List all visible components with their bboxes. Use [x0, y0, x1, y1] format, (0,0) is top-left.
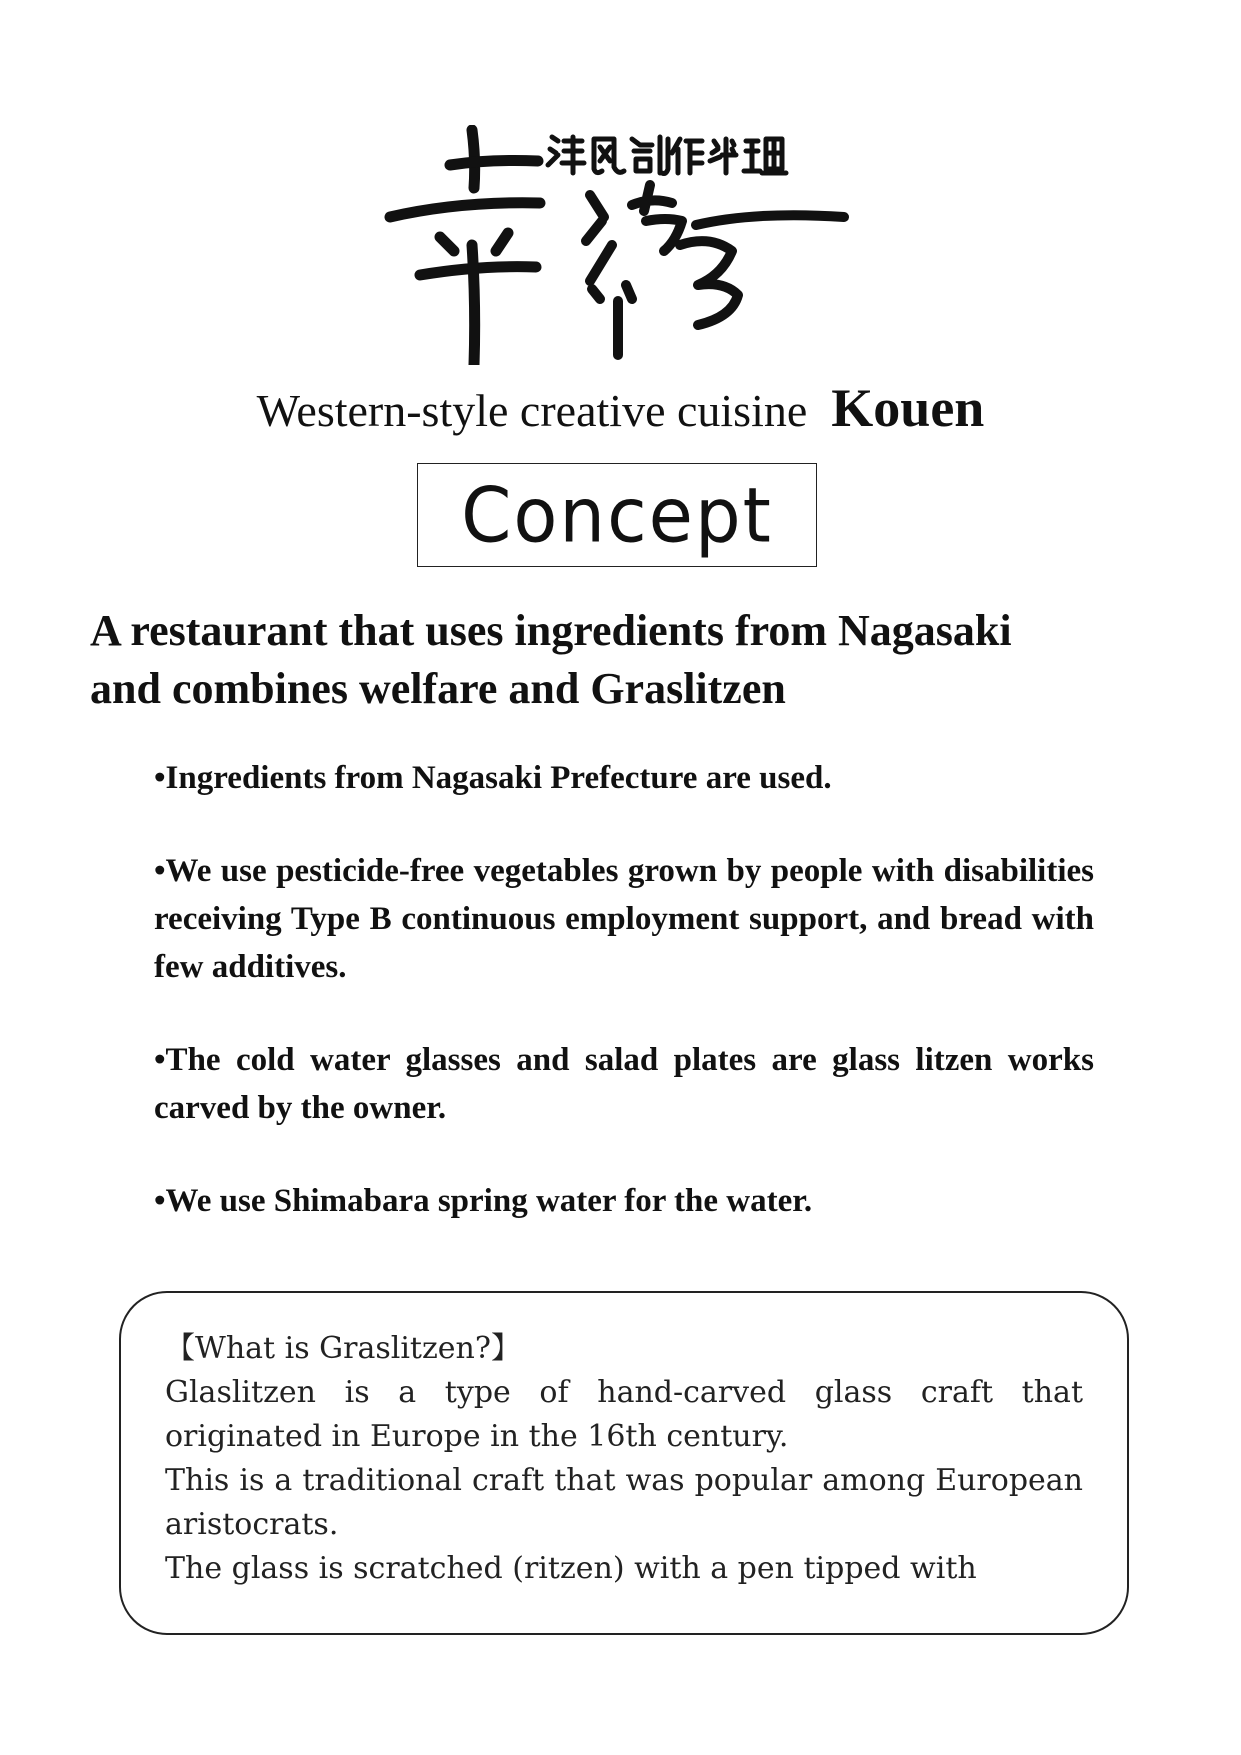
bullet-item: •The cold water glasses and salad plates are glass litzen works carved by the owner. — [154, 1042, 1094, 1126]
headline-line-1: A restaurant that uses ingredients from Nagasaki — [90, 606, 1012, 655]
restaurant-logo — [380, 125, 860, 365]
concept-label: Concept — [461, 470, 773, 560]
subtitle-text: Western-style creative cuisine — [256, 385, 808, 436]
bullet-item: •We use Shimabara spring water for the water. — [154, 1183, 813, 1219]
info-paragraph: This is a traditional craft that was popular among European aristocrats. — [165, 1463, 1083, 1542]
graslitzen-info-box — [119, 1291, 1129, 1635]
restaurant-name: Kouen — [831, 378, 985, 438]
concept-label-box — [417, 463, 817, 567]
bullet-item: •We use pesticide-free vegetables grown by people with disabilities receiving Type B continuous employment support, and bread with few additives. — [154, 853, 1094, 985]
headline-line-2: and combines welfare and Graslitzen — [90, 664, 786, 713]
info-paragraph: The glass is scratched (ritzen) with a pen tipped with — [165, 1551, 977, 1586]
info-heading: 【What is Graslitzen?】 — [165, 1331, 521, 1366]
headline — [90, 602, 1170, 718]
bullet-item: •Ingredients from Nagasaki Prefecture are used. — [154, 760, 832, 796]
concept-bullet-list — [154, 754, 1094, 1270]
restaurant-subtitle — [0, 378, 1241, 441]
info-paragraph: Glaslitzen is a type of hand-carved glass craft that originated in Europe in the 16th century. — [165, 1375, 1083, 1454]
